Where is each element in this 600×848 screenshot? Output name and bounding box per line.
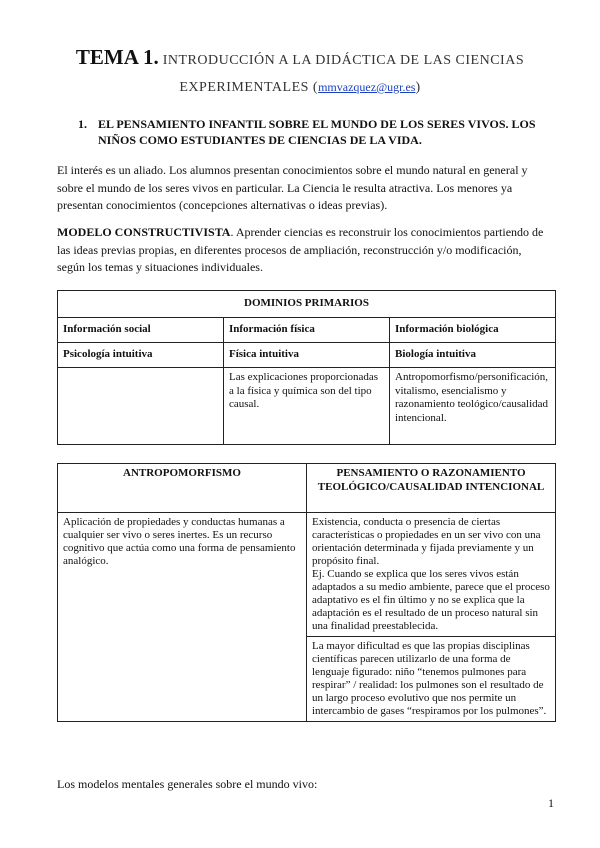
concepts-table [57,463,556,722]
teleological-definition: Existencia, conducta o presencia de ciertas características o propiedades en un ser vivo con una orientación determinada y fijada previamente y un propósito final. [312,516,541,567]
title-tema: TEMA 1. [75,45,159,69]
subheader-physics: Física intuitiva [224,343,390,368]
title-close-paren: ) [415,80,421,95]
section-heading [78,116,548,148]
cell-teleological-difficulty: La mayor dificultad es que las propias disciplinas científicas parecen utilizarlo de una forma de lenguaje figurado: niño “tenemos pulmones para respirar” / realidad: los pulmones son el resultado de un largo proceso evolutivo que nos permite un intercambio de gases “respiramos por los pulmones”. [307,637,556,722]
table-header: DOMINIOS PRIMARIOS [58,291,556,318]
cell-anthropomorphism: Aplicación de propiedades y conductas humanas a cualquier ser vivo o seres inertes. Es un recurso cognitivo que actúa como una forma de pensamiento analógico. [58,513,307,722]
title-open-paren: ( [312,80,319,95]
closing-line: Los modelos mentales generales sobre el mundo vivo: [57,777,318,791]
document-title [60,44,540,101]
paragraph-interest: El interés es un aliado. Los alumnos presentan conocimientos sobre el mundo natural en general y sobre el mundo de los seres vivos en particular. La Ciencia le resulta atractiva. Los menores ya presentan conocimientos (concepciones alternativas o ideas previas). [57,163,528,212]
section-number: 1. [78,117,87,131]
cell-teleological-definition [307,513,556,637]
subheader-psychology: Psicología intuitiva [58,343,224,368]
header-anthropomorphism: ANTROPOMORFISMO [58,464,307,513]
email-link[interactable]: mmvazquez@ugr.es [318,80,416,94]
cell-biological: Antropomorfismo/personificación, vitalismo, esencialismo y razonamiento teológico/causalidad intencional. [390,368,556,445]
subheader-biology: Biología intuitiva [390,343,556,368]
page-number: 1 [548,796,554,810]
primary-domains-table [57,290,556,445]
title-text: INTRODUCCIÓN A LA DIDÁCTICA DE LAS CIENCIAS EXPERIMENTALES [162,53,525,95]
section-heading-text: EL PENSAMIENTO INFANTIL SOBRE EL MUNDO DE LOS SERES VIVOS. LOS NIÑOS COMO ESTUDIANTES DE CIENCIAS DE LA VIDA. [98,117,536,147]
teleological-example: Ej. Cuando se explica que los seres vivos están adaptados a su medio ambiente, parece que el proceso adaptativo es el fin último y no se explica que la adaptación es el resultado de un proceso natural sin una finalidad preestablecida. [312,568,550,632]
column-header-physical: Información física [224,318,390,343]
constructivist-text: . Aprender ciencias es reconstruir los conocimientos partiendo de las ideas previas propias, en diferentes procesos de ampliación, reconstrucción y/o modificación, según los temas y situaciones individuales. [57,225,544,274]
constructivist-label: MODELO CONSTRUCTIVISTA [57,225,231,239]
header-teleological: PENSAMIENTO O RAZONAMIENTO TEOLÓGICO/CAUSALIDAD INTENCIONAL [307,464,556,513]
cell-physical: Las explicaciones proporcionadas a la física y química son del tipo causal. [224,368,390,445]
column-header-biological: Información biológica [390,318,556,343]
cell-social [58,368,224,445]
paragraph-constructivist [57,224,547,277]
column-header-social: Información social [58,318,224,343]
